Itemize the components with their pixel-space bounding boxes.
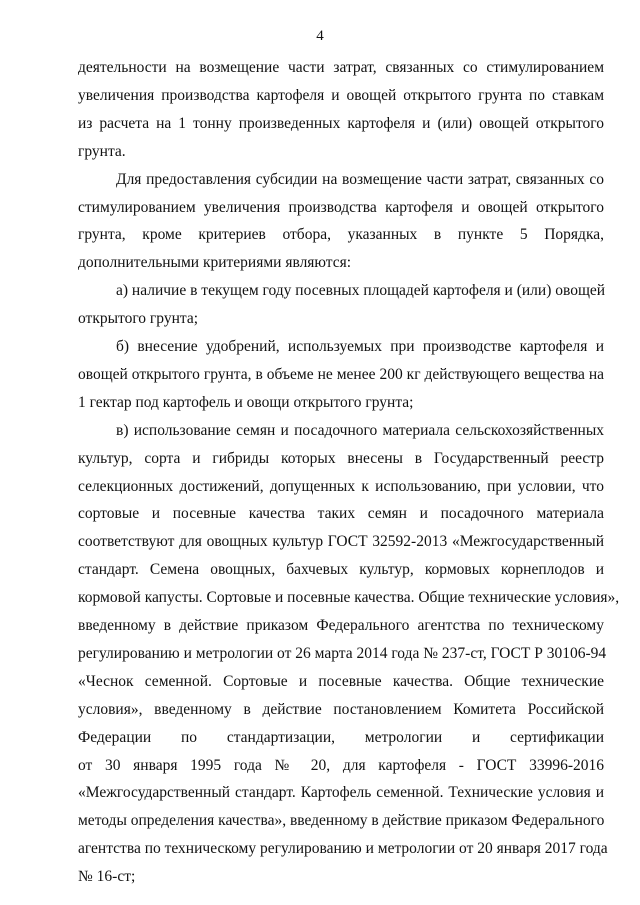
text-line: стимулированием увеличения производства картофеля и овощей открытого	[78, 198, 604, 216]
text-line: кормовой капусты. Сортовые и посевные качества. Общие технические условия»,	[78, 589, 620, 607]
text-line: б) внесение удобрений, используемых при производстве картофеля и	[116, 338, 604, 355]
text-line: № 16-ст;	[78, 868, 136, 886]
text-line: 1 гектар под картофель и овощи открытого грунта;	[78, 393, 414, 411]
text-line: увеличения производства картофеля и овощей открытого грунта по ставкам	[78, 86, 604, 104]
text-line: «Межгосударственный стандарт. Картофель семенной. Технические условия и	[78, 784, 604, 802]
text-line: деятельности на возмещение части затрат, связанных со стимулированием	[78, 59, 604, 76]
text-line: Для предоставления субсидии на возмещение части затрат, связанных со	[116, 170, 604, 188]
text-line: условия», введенному в действие постановлением Комитета Российской	[78, 700, 604, 718]
text-line: из расчета на 1 тонну произведенных картофеля и (или) овощей открытого	[78, 114, 604, 132]
text-line: в) использование семян и посадочного материала сельскохозяйственных	[116, 421, 604, 439]
text-line: селекционных достижений, допущенных к использованию, при условии, что	[78, 477, 604, 495]
text-line: открытого грунта;	[78, 310, 199, 328]
text-line: от 30 января 1995 года № 20, для картофеля - ГОСТ 33996-2016	[78, 756, 604, 774]
page-number: 4	[316, 28, 324, 44]
text-line: введенному в действие приказом Федерального агентства по техническому	[78, 617, 604, 634]
text-line: агентства по техническому регулированию и метрологии от 20 января 2017 года	[78, 840, 608, 858]
text-line: дополнительными критериями являются:	[78, 254, 352, 272]
text-line: грунта.	[78, 142, 126, 160]
text-line: соответствуют для овощных культур ГОСТ 32592-2013 «Межгосударственный	[78, 533, 604, 551]
text-line: Федерации по стандартизации, метрологии и сертификации	[78, 728, 604, 746]
text-line: регулированию и метрологии от 26 марта 2014 года № 237-ст, ГОСТ Р 30106-94	[78, 644, 607, 662]
text-line: стандарт. Семена овощных, бахчевых культур, кормовых корнеплодов и	[78, 561, 604, 579]
text-line: «Чеснок семенной. Сортовые и посевные качества. Общие технические	[78, 672, 604, 690]
text-line: методы определения качества», введенному в действие приказом Федерального	[78, 812, 605, 830]
text-line: а) наличие в текущем году посевных площадей картофеля и (или) овощей	[116, 282, 606, 300]
text-line: культур, сорта и гибриды которых внесены в Государственный реестр	[78, 449, 604, 467]
text-line: сортовые и посевные качества таких семян и посадочного материала	[78, 505, 604, 523]
text-line: грунта, кроме критериев отбора, указанных в пункте 5 Порядка,	[78, 226, 604, 244]
text-line: овощей открытого грунта, в объеме не менее 200 кг действующего вещества на	[78, 365, 604, 383]
